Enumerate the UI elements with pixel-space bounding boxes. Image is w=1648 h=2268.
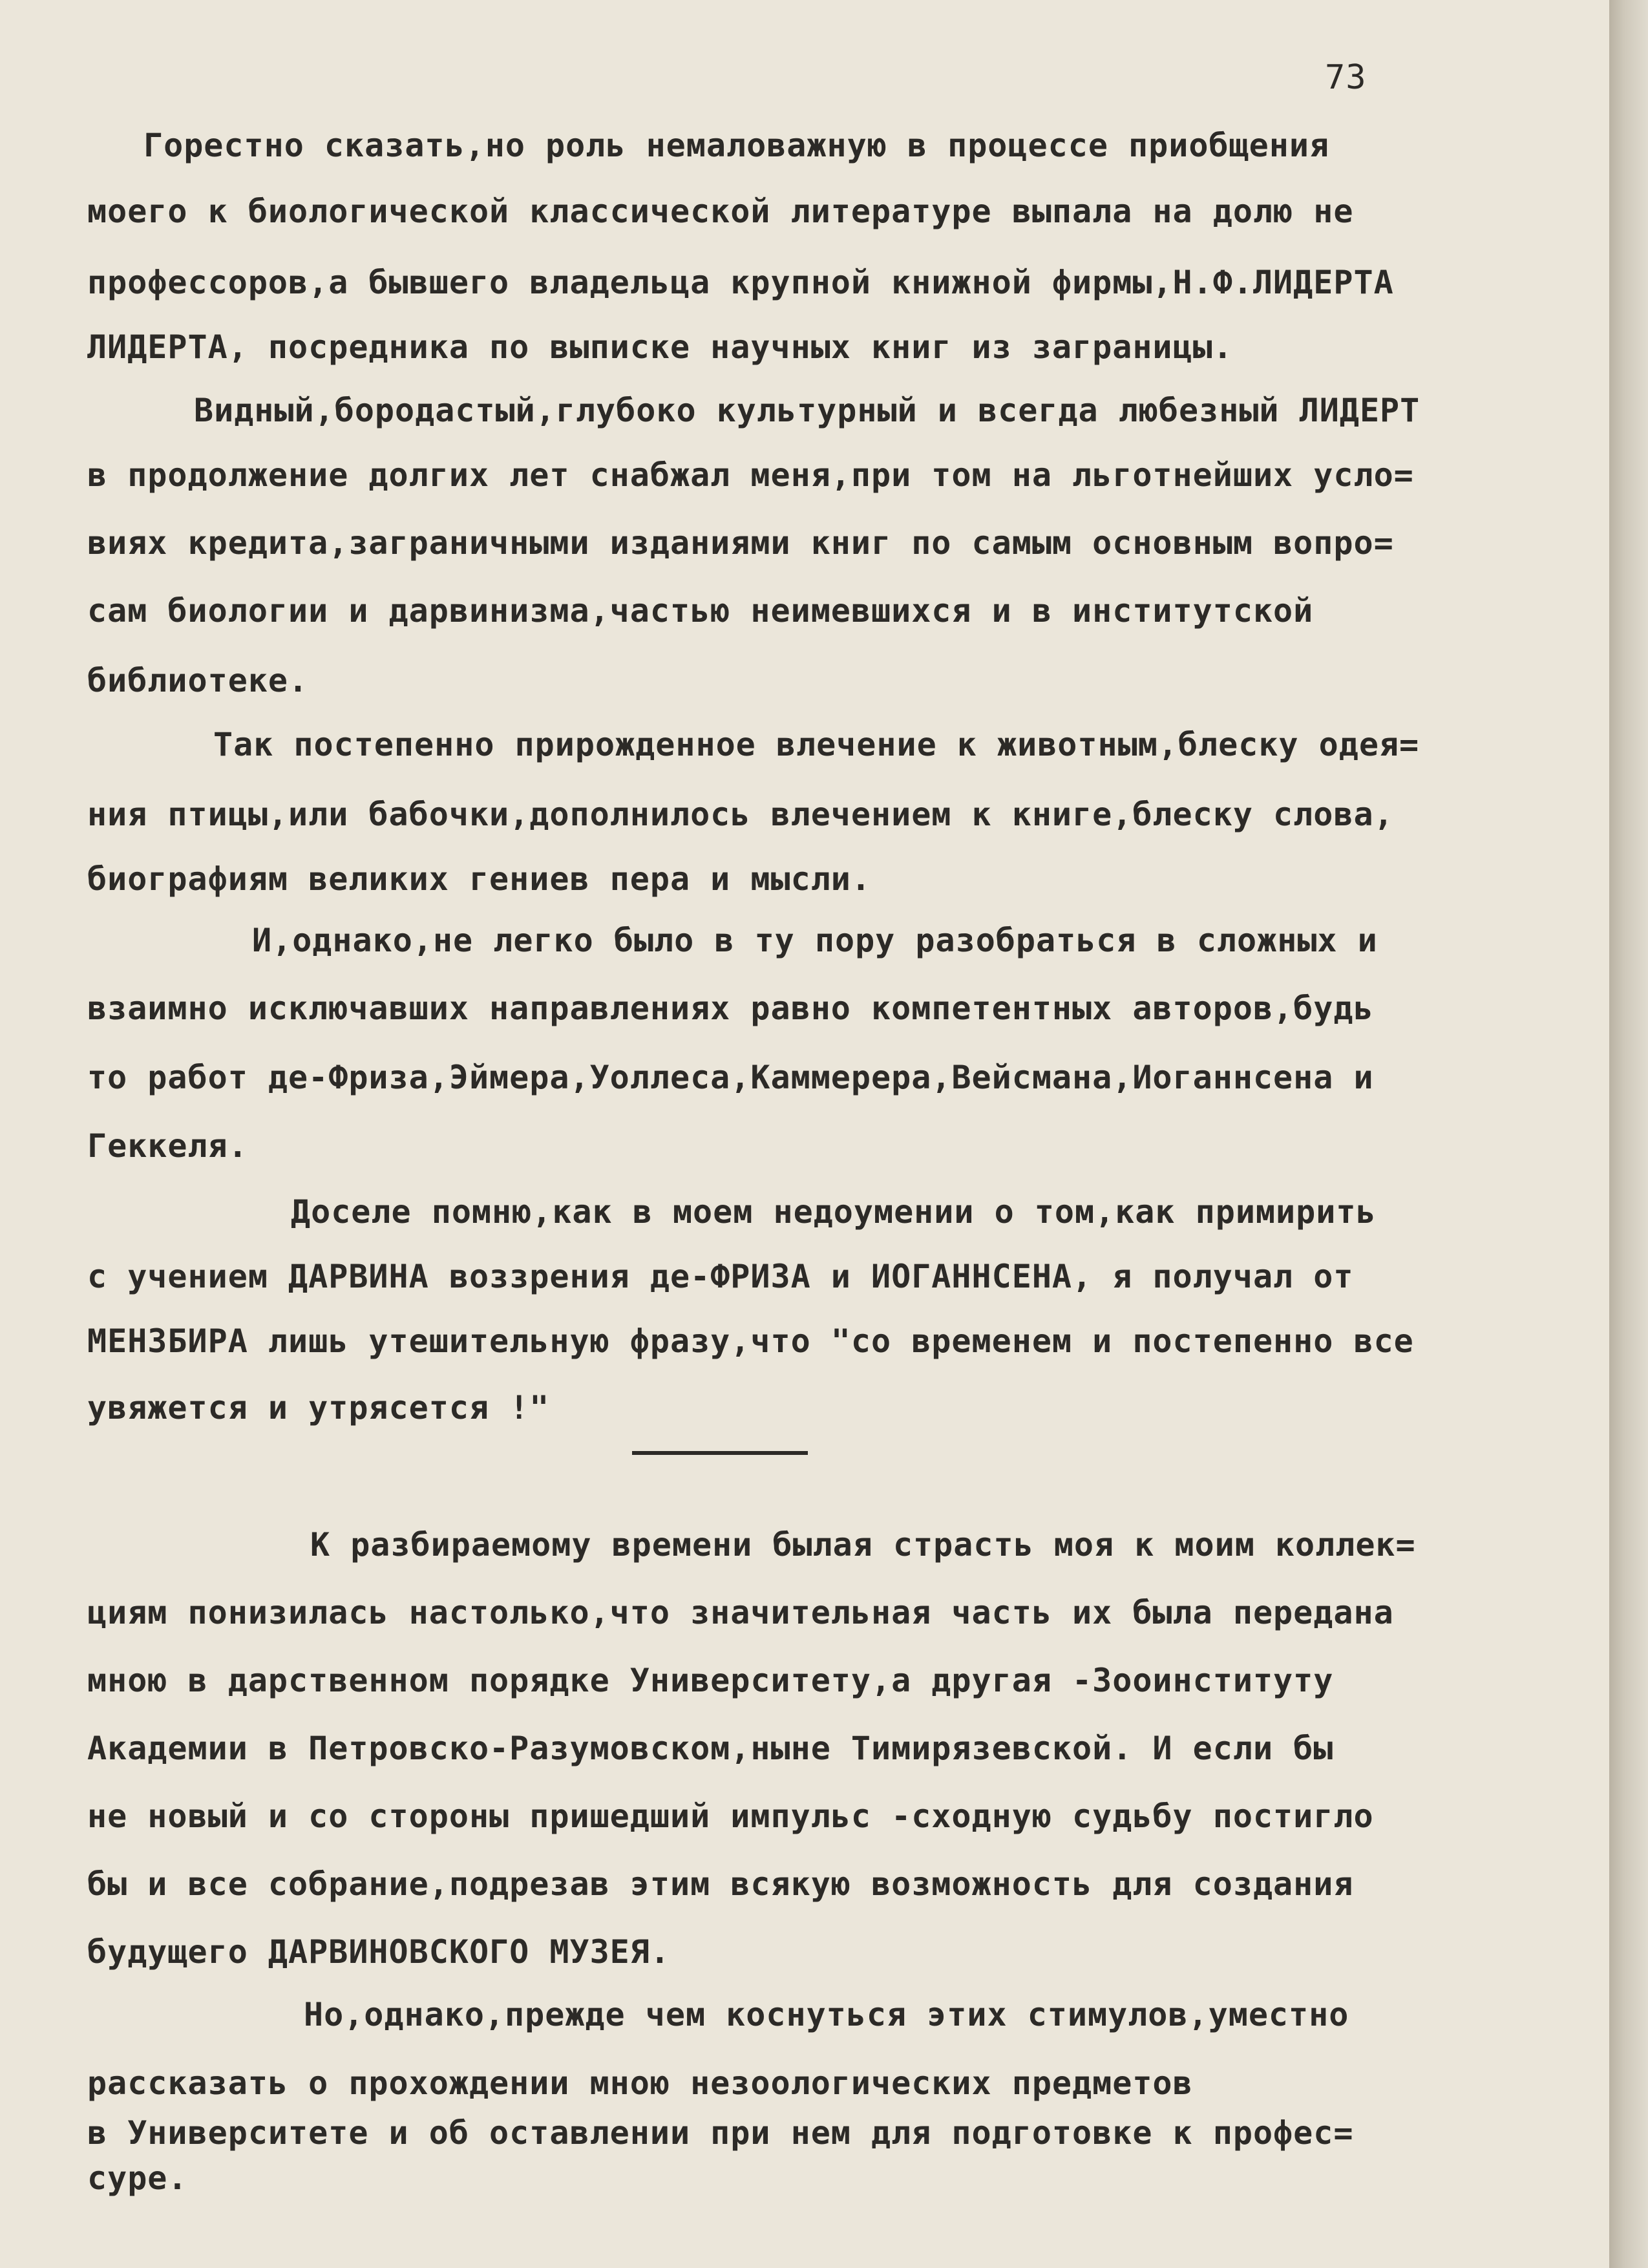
text-line-8: сам биологии и дарвинизма,частью неимевшихся и в институтской <box>87 592 1314 630</box>
text-line-2: моего к биологической классической литературе выпала на долю не <box>87 193 1354 230</box>
text-line-6: в продолжение долгих лет снабжал меня,при том на льготнейших усло= <box>87 456 1414 494</box>
text-line-16: Геккеля. <box>87 1127 248 1165</box>
text-line-15: то работ де-Фриза,Эймера,Уоллеса,Каммерера,Вейсмана,Иоганнсена и <box>87 1059 1374 1096</box>
text-line-25: не новый и со стороны пришедший импульс -сходную судьбу постигло <box>87 1797 1374 1835</box>
text-line-26: бы и все собрание,подрезав этим всякую возможность для создания <box>87 1865 1354 1903</box>
text-line-5: Видный,бородастый,глубоко культурный и всегда любезный ЛИДЕРТ <box>194 392 1421 429</box>
text-line-14: взаимно исключавших направлениях равно компетентных авторов,будь <box>87 990 1374 1027</box>
text-line-23: мною в дарственном порядке Университету,а другая -Зооинституту <box>87 1662 1334 1699</box>
text-line-12: биографиям великих гениев пера и мысли. <box>87 860 871 898</box>
text-line-1: Горестно сказать,но роль немаловажную в процессе приобщения <box>143 127 1330 164</box>
text-line-13: И,однако,не легко было в ту пору разобраться в сложных и <box>252 922 1378 959</box>
text-line-21: К разбираемому времени былая страсть моя к моим коллек= <box>310 1526 1416 1563</box>
text-line-31: суре. <box>87 2159 188 2197</box>
text-line-4: ЛИДЕРТА, посредника по выписке научных книг из заграницы. <box>87 328 1233 366</box>
text-line-7: виях кредита,заграничными изданиями книг по самым основным вопро= <box>87 524 1394 562</box>
text-line-17: Доселе помню,как в моем недоумении о том,как примирить <box>291 1193 1377 1231</box>
section-divider <box>632 1451 808 1455</box>
page-edge <box>1609 0 1648 2268</box>
text-line-9: библиотеке. <box>87 662 309 699</box>
text-line-3: профессоров,а бывшего владельца крупной книжной фирмы,Н.Ф.ЛИДЕРТА <box>87 264 1394 301</box>
text-line-18: с учением ДАРВИНА воззрения де-ФРИЗА и ИОГАННСЕНА, я получал от <box>87 1258 1354 1295</box>
text-line-29: рассказать о прохождении мною незоологических предметов <box>87 2064 1193 2102</box>
text-line-19: МЕНЗБИРА лишь утешительную фразу,что "со временем и постепенно все <box>87 1322 1414 1360</box>
text-line-24: Академии в Петровско-Разумовском,ныне Тимирязевской. И если бы <box>87 1730 1334 1767</box>
text-line-20: увяжется и утрясется !" <box>87 1389 550 1426</box>
text-line-28: Но,однако,прежде чем коснуться этих стимулов,уместно <box>304 1996 1349 2033</box>
text-line-10: Так постепенно прирожденное влечение к животным,блеску одея= <box>213 726 1420 763</box>
text-line-22: циям понизилась настолько,что значительная часть их была передана <box>87 1594 1394 1631</box>
page-number: 73 <box>1325 58 1367 97</box>
text-line-27: будущего ДАРВИНОВСКОГО МУЗЕЯ. <box>87 1933 670 1971</box>
text-line-11: ния птицы,или бабочки,дополнилось влечением к книге,блеску слова, <box>87 796 1394 833</box>
text-line-30: в Университете и об оставлении при нем для подготовке к профес= <box>87 2114 1354 2152</box>
